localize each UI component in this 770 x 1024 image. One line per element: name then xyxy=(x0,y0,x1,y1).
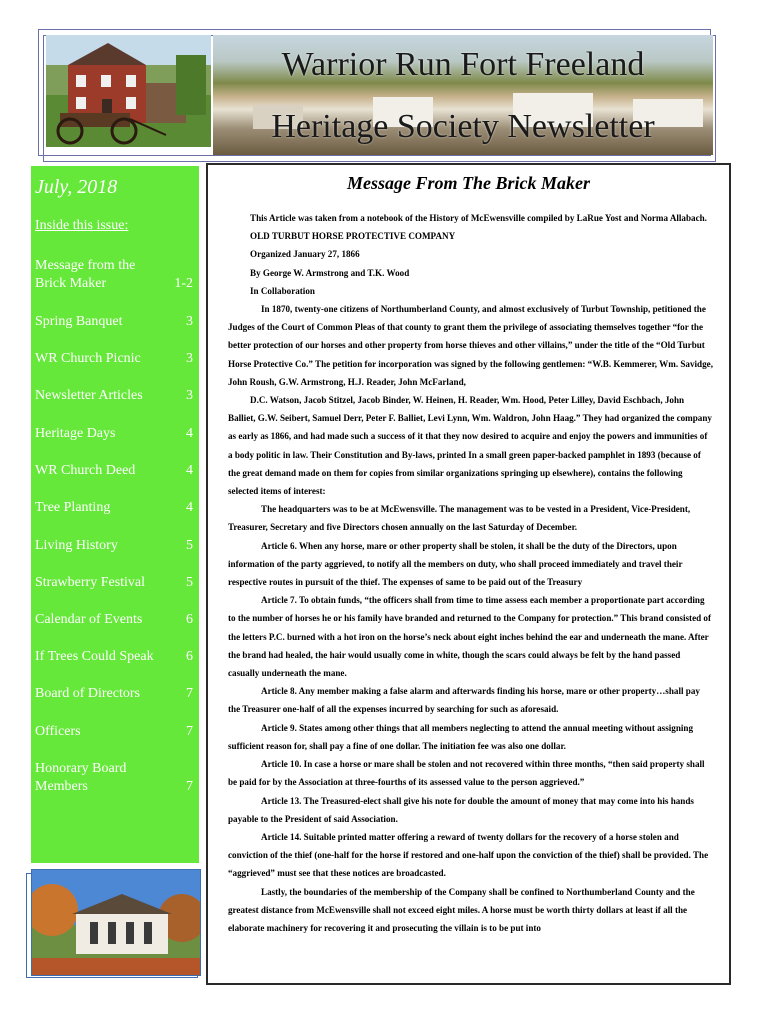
toc-page: 7 xyxy=(186,724,193,739)
header-house-photo xyxy=(46,35,211,147)
newsletter-title-line1: Warrior Run Fort Freeland xyxy=(281,46,645,83)
toc-label: If Trees Could Speak xyxy=(35,649,154,664)
toc-page: 5 xyxy=(186,538,193,553)
toc-label: Honorary Board Members xyxy=(35,761,127,794)
article-paragraph: Article 9. States among other things that all members neglecting to attend the annual meeting without assigning sufficient reason for, shall pay a fine of one dollar. The initiation fee was also one dollar. xyxy=(228,722,694,751)
article-paragraph: The headquarters was to be at McEwensville. The management was to be vested in a President, Vice-President, Treasurer, Secretary and five Directors chosen annually on the last Saturday of December. xyxy=(228,504,691,533)
toc-page: 3 xyxy=(186,314,193,329)
article-paragraph: Article 10. In case a horse or mare shall be stolen and not recovered within three months, “then said property shall be paid for by the Association at three-fourths of its assessed value to the person aggrieved.” xyxy=(228,759,705,788)
toc-page: 3 xyxy=(186,351,193,366)
house-illustration xyxy=(46,35,211,147)
toc-page: 1-2 xyxy=(174,276,193,291)
toc-label: Strawberry Festival xyxy=(35,575,146,590)
article-collaboration: In Collaboration xyxy=(250,285,315,296)
article-paragraph: In 1870, twenty-one citizens of Northumberland County, and almost exclusively of Turbut Township, petitioned the Judges of the Court of Common Pleas of that county to grant them the privilege of associating themselves together “for the better protection of our horses and other property from horse thieves and other villains,” under the title of the “Old Turbut Horse Protective Co.” The petition for incorporation was signed by the following gentlemen: “W.B. Kemmerer, Wm. Savidge, John Roush, G.W. Armstrong, H.J. Reader, John McFarland, xyxy=(228,304,713,387)
toc-label: Tree Planting xyxy=(35,500,111,515)
toc-page: 4 xyxy=(186,500,193,515)
issue-date: July, 2018 xyxy=(35,176,118,198)
article-title: Message From The Brick Maker xyxy=(347,173,590,193)
inside-issue-heading: Inside this issue: xyxy=(35,218,129,233)
article-authors: By George W. Armstrong and T.K. Wood xyxy=(250,267,410,278)
article-paragraph: D.C. Watson, Jacob Stitzel, Jacob Binder, W. Heinen, H. Reader, Wm. Hood, Peter Lilley, David Eschbach, John Balliet, G.W. Seibert, Samuel Derr, Peter F. Balliet, Levi Lynn, Wm. Waldron, John Haag.” They had organized the company as early as 1866, and had made such a success of it that they now desired to acquire and enjoy the powers and immunities of a body politic in law. Their Constitution and By-laws, printed In a small green paper-backed pamphlet in 1893 (because of the great demand made on them for copies from similar organizations springing up elsewhere), contains the following selected items of interest: xyxy=(228,395,712,497)
toc-page: 7 xyxy=(186,686,193,701)
article-paragraph: Lastly, the boundaries of the membership of the Company shall be confined to Northumberland County and the greatest distance from McEwensville shall not exceed eight miles. A horse must be worth thirty dollars at least if all the elaborate machinery for recovering it and prosecuting the villain is to be put into xyxy=(228,886,695,933)
toc-label: Board of Directors xyxy=(35,686,140,701)
church-illustration xyxy=(32,870,200,975)
toc-label: WR Church Deed xyxy=(35,463,136,478)
toc-page: 7 xyxy=(186,779,193,794)
toc-label: Calendar of Events xyxy=(35,612,143,627)
toc-page: 5 xyxy=(186,575,193,590)
church-photo xyxy=(31,869,201,976)
toc-page: 4 xyxy=(186,463,193,478)
article-paragraph: Article 8. Any member making a false alarm and afterwards finding his horse, mare or other property…shall pay the Treasurer one-half of all the expenses incurred by searching for such as aforesaid. xyxy=(228,686,700,715)
toc-label: Spring Banquet xyxy=(35,314,123,329)
article-paragraph: Article 7. To obtain funds, “the officers shall from time to time assess each member a proportionate part according to the number of horses he or his family have branded and returned to the Company for protection.” This brand consisted of the letters P.C. burned with a hot iron on the horse’s neck about eight inches behind the ear and underneath the mane. After the brand had healed, the hair would usually come in white, though the scars could always be felt by the hand passed casually underneath the mane. xyxy=(228,595,712,679)
toc-label: Message from the Brick Maker xyxy=(35,258,136,291)
article-body xyxy=(228,209,713,937)
toc-page: 6 xyxy=(186,612,193,627)
article-company-name: OLD TURBUT HORSE PROTECTIVE COMPANY xyxy=(250,231,456,242)
toc-label: Living History xyxy=(35,538,118,553)
article-intro: This Article was taken from a notebook of the History of McEwensville compiled by LaRue Yost and Norma Allabach. xyxy=(250,213,707,223)
article-paragraph: Article 14. Suitable printed matter offering a reward of twenty dollars for the recovery of a horse stolen and conviction of the thief (one-half for the horse if restored and one-half upon the conviction of the thief) shall be provided. The “aggrieved” must see that these notices are broadcasted. xyxy=(228,831,709,879)
toc-label: WR Church Picnic xyxy=(35,351,141,366)
article-paragraph: Article 13. The Treasured-elect shall give his note for double the amount of money that may come into his hands payable to the President of said Association. xyxy=(228,795,694,824)
newsletter-title-line2: Heritage Society Newsletter xyxy=(271,108,655,145)
article-organized-date: Organized January 27, 1866 xyxy=(250,249,360,260)
toc-label: Officers xyxy=(35,724,81,739)
article-paragraph: Article 6. When any horse, mare or other property shall be stolen, it shall be the duty of the Directors, upon information of the party aggrieved, to notify all the members on duty, who shall proceed immediately and travel their respective routes in pursuit of the thief. The expenses of same to be paid out of the Treasury xyxy=(228,540,683,588)
toc-page: 6 xyxy=(186,649,193,664)
toc-page: 3 xyxy=(186,388,193,403)
toc-label: Heritage Days xyxy=(35,426,116,441)
toc-page: 4 xyxy=(186,426,193,441)
toc-label: Newsletter Articles xyxy=(35,388,143,403)
